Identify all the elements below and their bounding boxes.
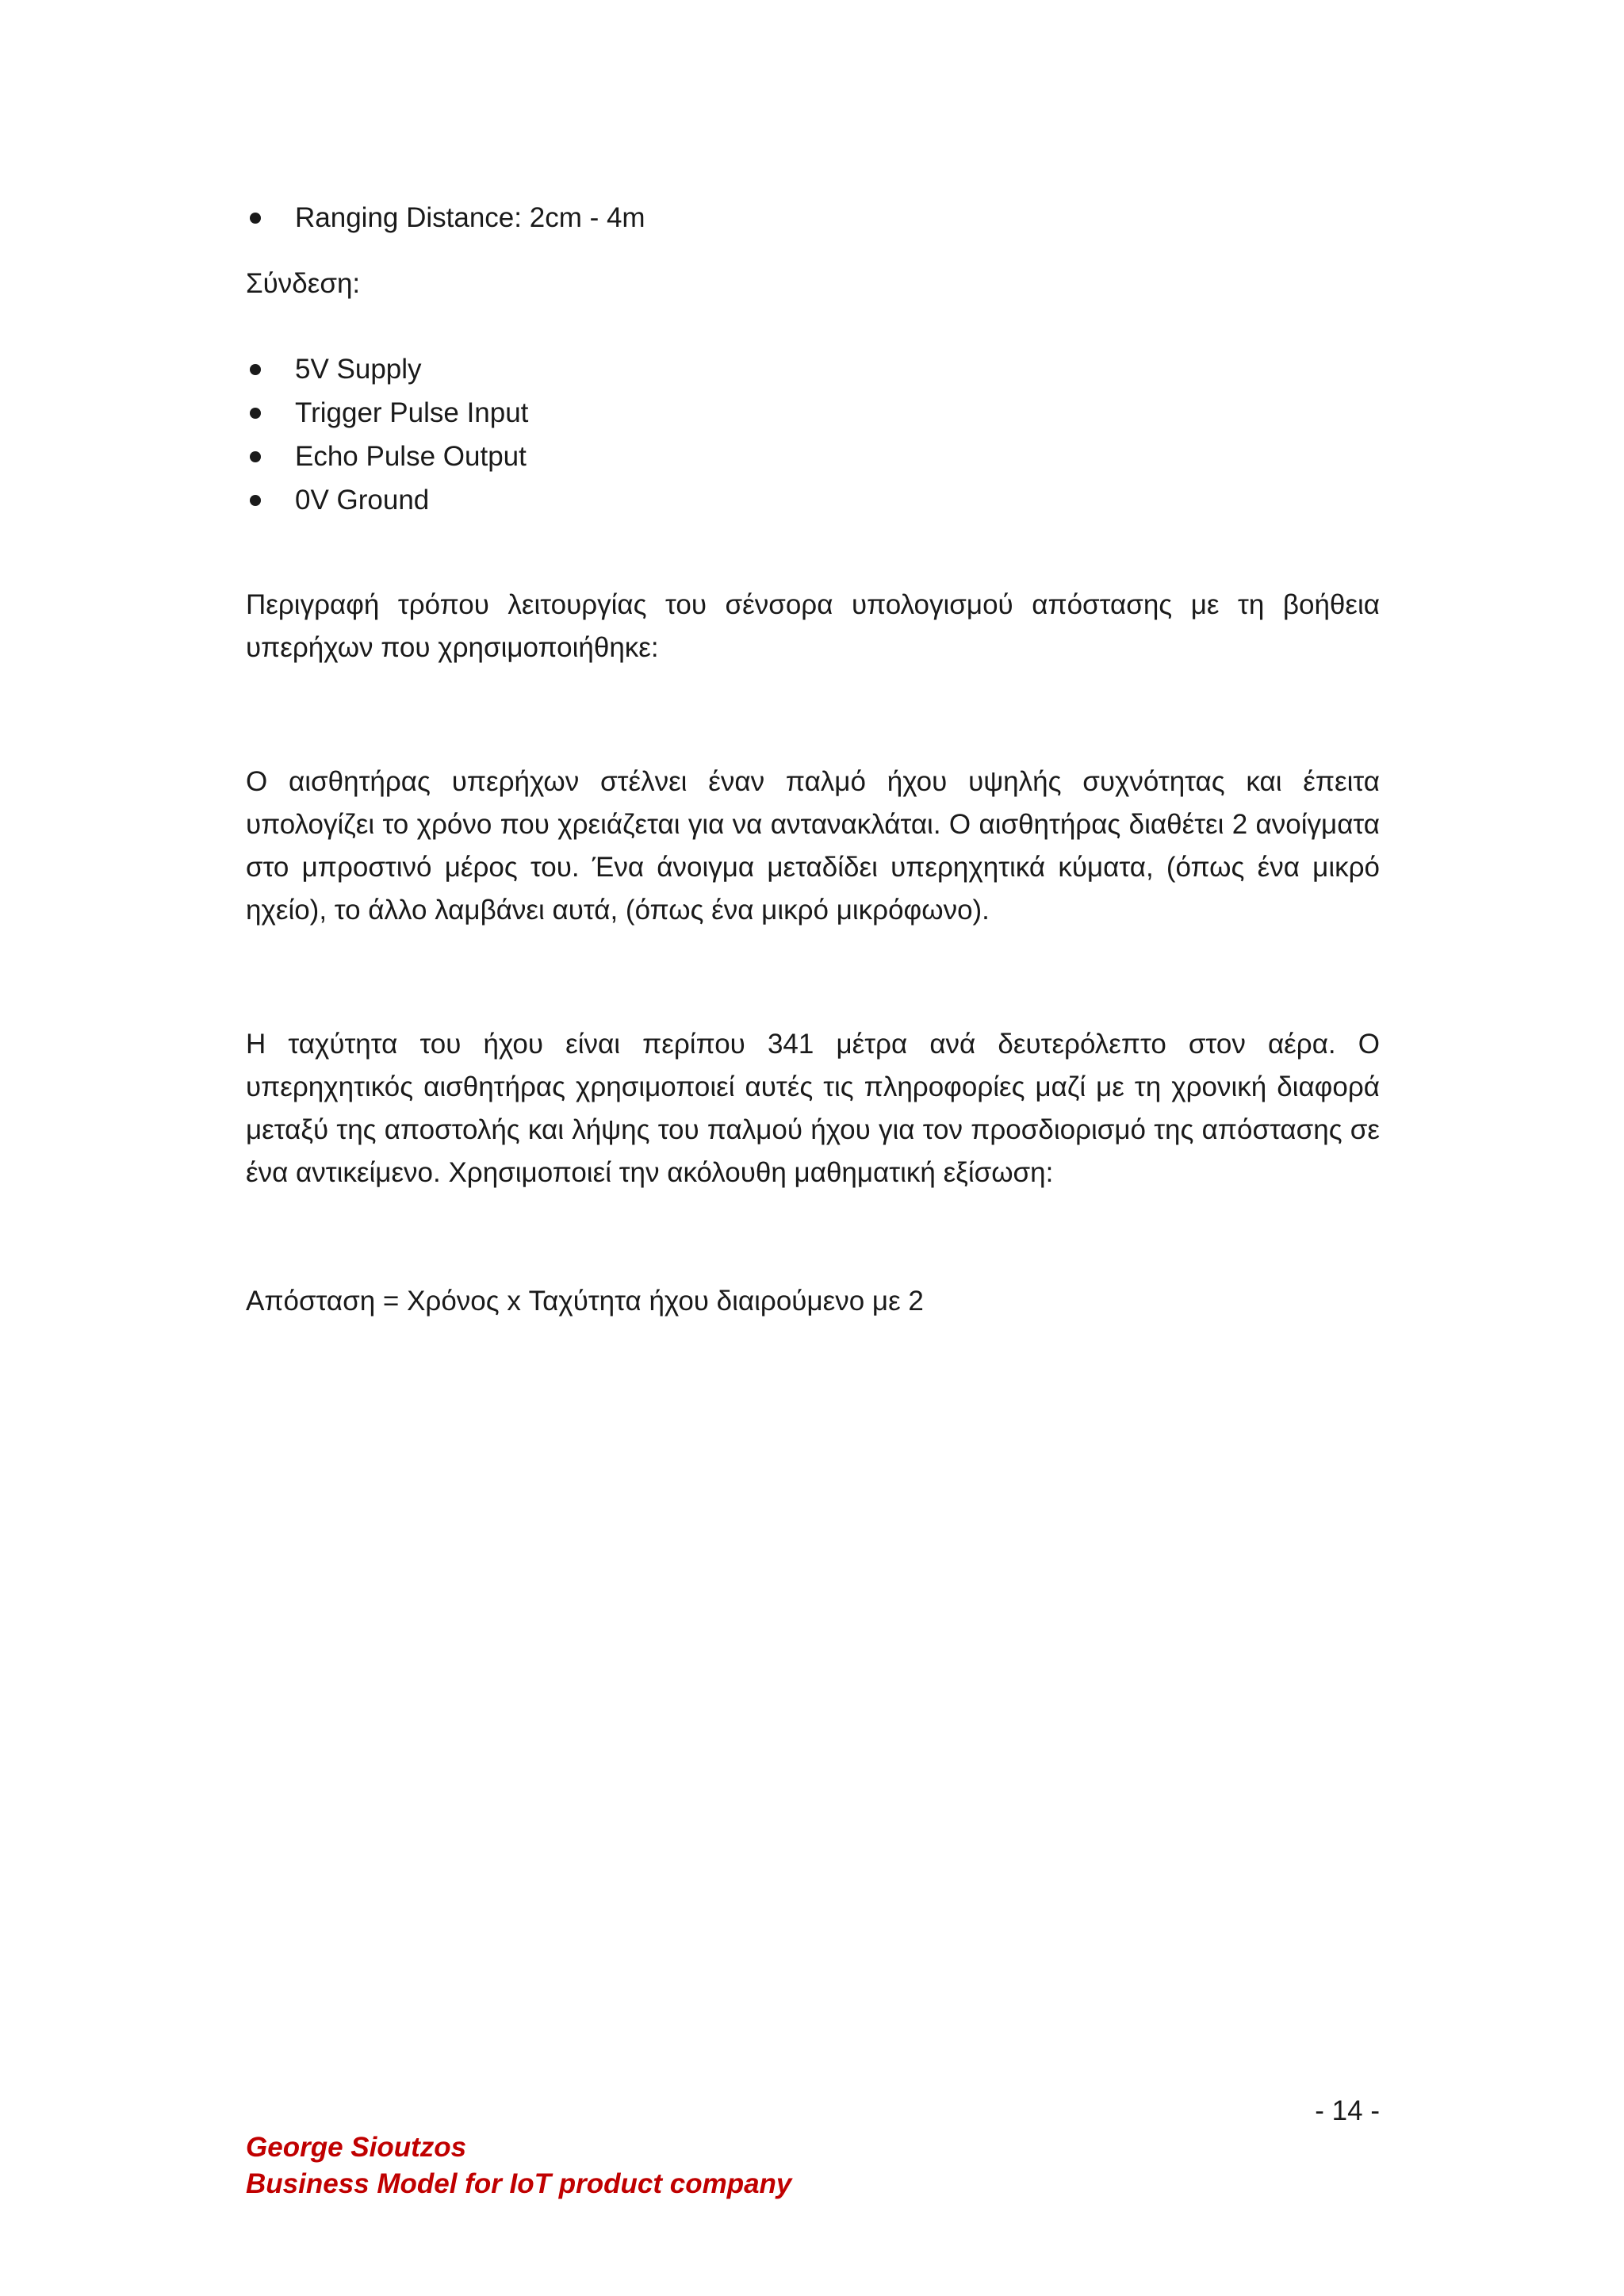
list-item-text: 5V Supply bbox=[295, 354, 422, 385]
list-item-text: Trigger Pulse Input bbox=[295, 397, 529, 428]
connection-list bbox=[246, 348, 1380, 523]
description-paragraph: Περιγραφή τρόπου λειτουργίας του σένσορα υπολογισμού απόστασης με τη βοήθεια υπερήχων που χρησιμοποιήθηκε: bbox=[246, 589, 1380, 663]
list-item bbox=[246, 392, 1380, 435]
footer bbox=[246, 2129, 791, 2202]
footer-author: George Sioutzos bbox=[246, 2132, 467, 2163]
sensor-paragraph: Ο αισθητήρας υπερήχων στέλνει έναν παλμό ήχου υψηλής συχνότητας και έπειτα υπολογίζει το χρόνο που χρειάζεται για να αντανακλάται. Ο αισθητήρας διαθέτει 2 ανοίγματα στο μπροστινό μέρος του. Ένα άνοιγμα μεταδίδει υπερηχητικά κύματα, (όπως ένα μικρό ηχείο), το άλλο λαμβάνει αυτά, (όπως ένα μικρό μικρόφωνο). bbox=[246, 766, 1380, 926]
page-content bbox=[246, 197, 1380, 1323]
page-number: - 14 - bbox=[1315, 2095, 1380, 2126]
connection-heading: Σύνδεση: bbox=[246, 268, 361, 299]
bullet-icon bbox=[250, 451, 261, 462]
speed-paragraph: Η ταχύτητα του ήχου είναι περίπου 341 μέτρα ανά δευτερόλεπτο στον αέρα. Ο υπερηχητικός αισθητήρας χρησιμοποιεί αυτές τις πληροφορίες μαζί με τη χρονική διαφορά μεταξύ της αποστολής και λήψης του παλμού ήχου για τον προσδιορισμό της απόστασης σε ένα αντικείμενο. Χρησιμοποιεί την ακόλουθη μαθηματική εξίσωση: bbox=[246, 1029, 1380, 1188]
bullet-icon bbox=[250, 213, 261, 224]
list-item bbox=[246, 435, 1380, 479]
list-item-text: Ranging Distance: 2cm - 4m bbox=[295, 202, 645, 233]
list-item bbox=[246, 197, 1380, 240]
formula-paragraph: Απόσταση = Χρόνος x Ταχύτητα ήχου διαιρούμενο με 2 bbox=[246, 1286, 924, 1317]
list-item bbox=[246, 348, 1380, 392]
bullet-icon bbox=[250, 495, 261, 506]
bullet-icon bbox=[250, 364, 261, 375]
specs-list bbox=[246, 197, 1380, 240]
list-item bbox=[246, 479, 1380, 523]
list-item-text: 0V Ground bbox=[295, 485, 430, 516]
footer-title: Business Model for IoT product company bbox=[246, 2168, 792, 2199]
bullet-icon bbox=[250, 408, 261, 419]
list-item-text: Echo Pulse Output bbox=[295, 441, 527, 472]
